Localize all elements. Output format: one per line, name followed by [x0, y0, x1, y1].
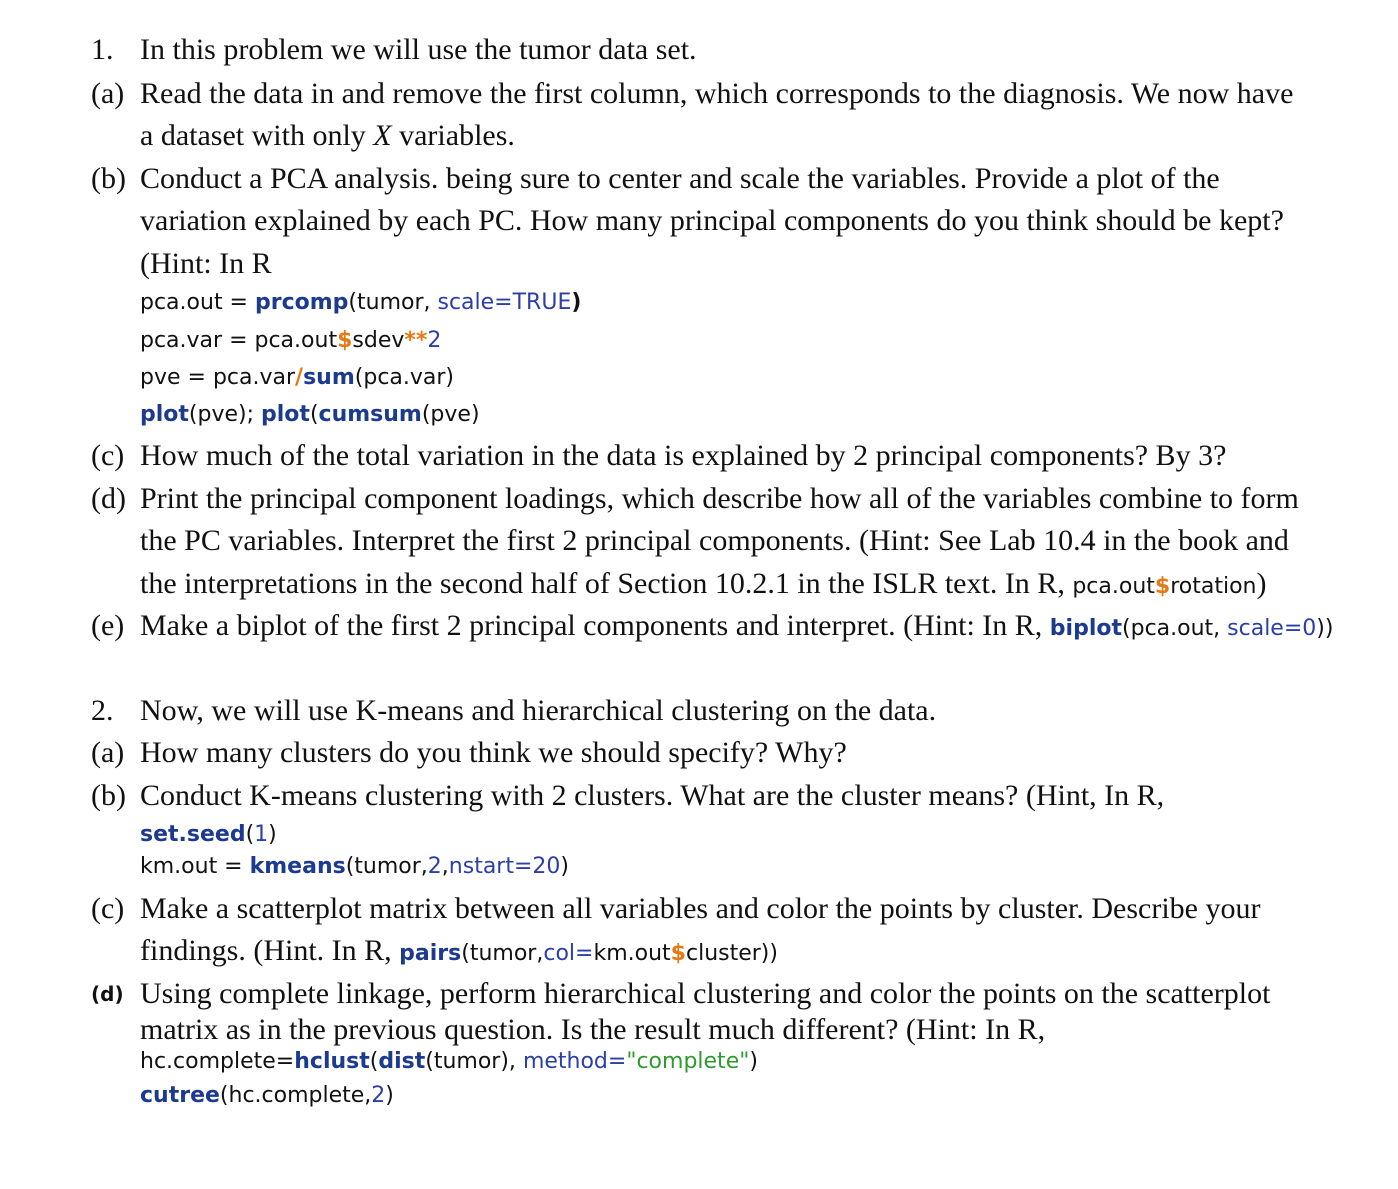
- q1c-label: (c): [91, 439, 125, 472]
- code-token: ): [268, 822, 277, 847]
- code-token: rotation: [1170, 574, 1257, 599]
- code-token: ): [749, 1049, 758, 1074]
- code-token: )): [1316, 616, 1334, 641]
- code-token: method=: [522, 1049, 627, 1074]
- code-token: 2: [427, 328, 442, 353]
- code-token: pve = pca.var: [140, 365, 296, 390]
- code-token: (: [369, 1049, 379, 1074]
- code-token: (: [309, 402, 319, 427]
- code-token: hc.complete=: [140, 1049, 295, 1074]
- q1-intro: In this problem we will use the tumor data set.: [140, 33, 697, 66]
- code-token: hclust: [294, 1049, 370, 1074]
- code-token: ): [385, 1083, 394, 1108]
- q1d-line2: the PC variables. Interpret the first 2 principal components. (Hint: See Lab 10.4 in the book and: [140, 524, 1289, 557]
- code-token: (tumor,: [348, 290, 438, 315]
- q2a-line1: How many clusters do you think we should specify? Why?: [140, 736, 847, 769]
- code-token: (tumor,: [461, 941, 544, 966]
- code-token: pca.out: [1072, 574, 1155, 599]
- q1b-line3: (Hint: In R: [140, 247, 272, 280]
- q1-number: 1.: [91, 33, 114, 66]
- code-token: **: [404, 328, 428, 353]
- code-token: biplot: [1049, 616, 1123, 641]
- q1c-line1: How much of the total variation in the data is explained by 2 principal components? By 3?: [140, 439, 1227, 472]
- q1e-line1: [140, 611, 1333, 641]
- code-token: $: [670, 941, 686, 966]
- code-token: (tumor),: [425, 1049, 523, 1074]
- code-token: prcomp: [254, 290, 349, 315]
- code-token: $: [1154, 574, 1171, 599]
- code-token: cluster)): [685, 941, 778, 966]
- code-token: pca.out =: [140, 290, 255, 315]
- q1a-text: a dataset with only: [140, 119, 374, 152]
- q1a-var: X: [373, 119, 392, 152]
- code-token: (hc.complete,: [219, 1083, 372, 1108]
- code-token: (pve): [421, 402, 480, 427]
- q2c-line2: [140, 936, 778, 966]
- code-token: plot: [140, 402, 189, 427]
- q1b-line1: Conduct a PCA analysis. being sure to center and scale the variables. Provide a plot of the: [140, 162, 1220, 195]
- code-token: cutree: [140, 1083, 220, 1108]
- code-token: ): [560, 854, 570, 879]
- code-token: kmeans: [249, 854, 346, 879]
- code-token: (: [245, 822, 255, 847]
- code-token: km.out =: [140, 854, 250, 879]
- code-token: sum: [303, 365, 355, 390]
- code2-line2: [140, 856, 569, 878]
- q1a-line1: Read the data in and remove the first column, which corresponds to the diagnosis. We now have: [140, 77, 1294, 110]
- code-token: 2: [371, 1083, 386, 1108]
- code-token: sdev: [352, 328, 405, 353]
- code-token: dist: [378, 1049, 426, 1074]
- q2d-line2: matrix as in the previous question. Is the result much different? (Hint: In R,: [140, 1013, 1046, 1046]
- code2-line1: [140, 824, 277, 846]
- code-token: pca.var = pca.out: [140, 328, 338, 353]
- code-token: ): [571, 290, 582, 315]
- q2-number: 2.: [91, 694, 114, 727]
- code-token: pairs: [399, 941, 462, 966]
- q1d-line3: [140, 569, 1267, 599]
- code1-line2: [140, 330, 441, 352]
- q2b-label: (b): [91, 779, 126, 812]
- code1-line3: [140, 367, 454, 389]
- code3-line2: [140, 1085, 394, 1107]
- q1d-label: (d): [91, 482, 126, 515]
- code1-line1: [140, 292, 581, 314]
- q2c-line1: Make a scatterplot matrix between all variables and color the points by cluster. Describe your: [140, 892, 1261, 925]
- q2b-line1: Conduct K-means clustering with 2 clusters. What are the cluster means? (Hint, In R,: [140, 779, 1165, 812]
- code-token: nstart=20: [448, 854, 561, 879]
- q1b-label: (b): [91, 162, 126, 195]
- q1a-text-end: variables.: [391, 119, 515, 152]
- code-token: 2: [427, 854, 442, 879]
- code-token: findings. (Hint. In R,: [140, 934, 400, 967]
- q2c-label: (c): [91, 892, 125, 925]
- code-token: "complete": [626, 1049, 750, 1074]
- q1d-line1: Print the principal component loadings, which describe how all of the variables combine to form: [140, 482, 1299, 515]
- code3-line1: [140, 1051, 758, 1073]
- code-token: (pve);: [188, 402, 262, 427]
- q2-intro: Now, we will use K-means and hierarchical clustering on the data.: [140, 694, 937, 727]
- q1a-label: (a): [91, 77, 125, 110]
- code-token: /: [295, 365, 304, 390]
- code-token: scale=TRUE: [437, 290, 572, 315]
- code-token: set.seed: [140, 822, 246, 847]
- code-token: scale=0: [1227, 616, 1317, 641]
- code-token: ): [1256, 567, 1267, 600]
- q1b-line2: variation explained by each PC. How many principal components do you think should be kept?: [140, 204, 1284, 237]
- code-token: (tumor,: [345, 854, 428, 879]
- q2d-label: (d): [91, 982, 124, 1006]
- code-token: Make a biplot of the first 2 principal components and interpret. (Hint: In R,: [140, 609, 1050, 642]
- q2a-label: (a): [91, 736, 125, 769]
- q1e-label: (e): [91, 609, 125, 642]
- code-token: col=: [543, 941, 594, 966]
- code-token: plot: [261, 402, 310, 427]
- code-token: 1: [254, 822, 269, 847]
- q1a-line2: [140, 121, 515, 151]
- code-token: km.out: [593, 941, 671, 966]
- code-token: (pca.var): [354, 365, 455, 390]
- code-token: cumsum: [318, 402, 422, 427]
- q2d-line1: Using complete linkage, perform hierarchical clustering and color the points on the scatterplot: [140, 977, 1271, 1010]
- code-token: ,: [441, 854, 449, 879]
- code-token: the interpretations in the second half of Section 10.2.1 in the ISLR text. In R,: [140, 567, 1073, 600]
- code1-line4: [140, 404, 480, 426]
- code-token: $: [337, 328, 353, 353]
- code-token: (pca.out,: [1122, 616, 1228, 641]
